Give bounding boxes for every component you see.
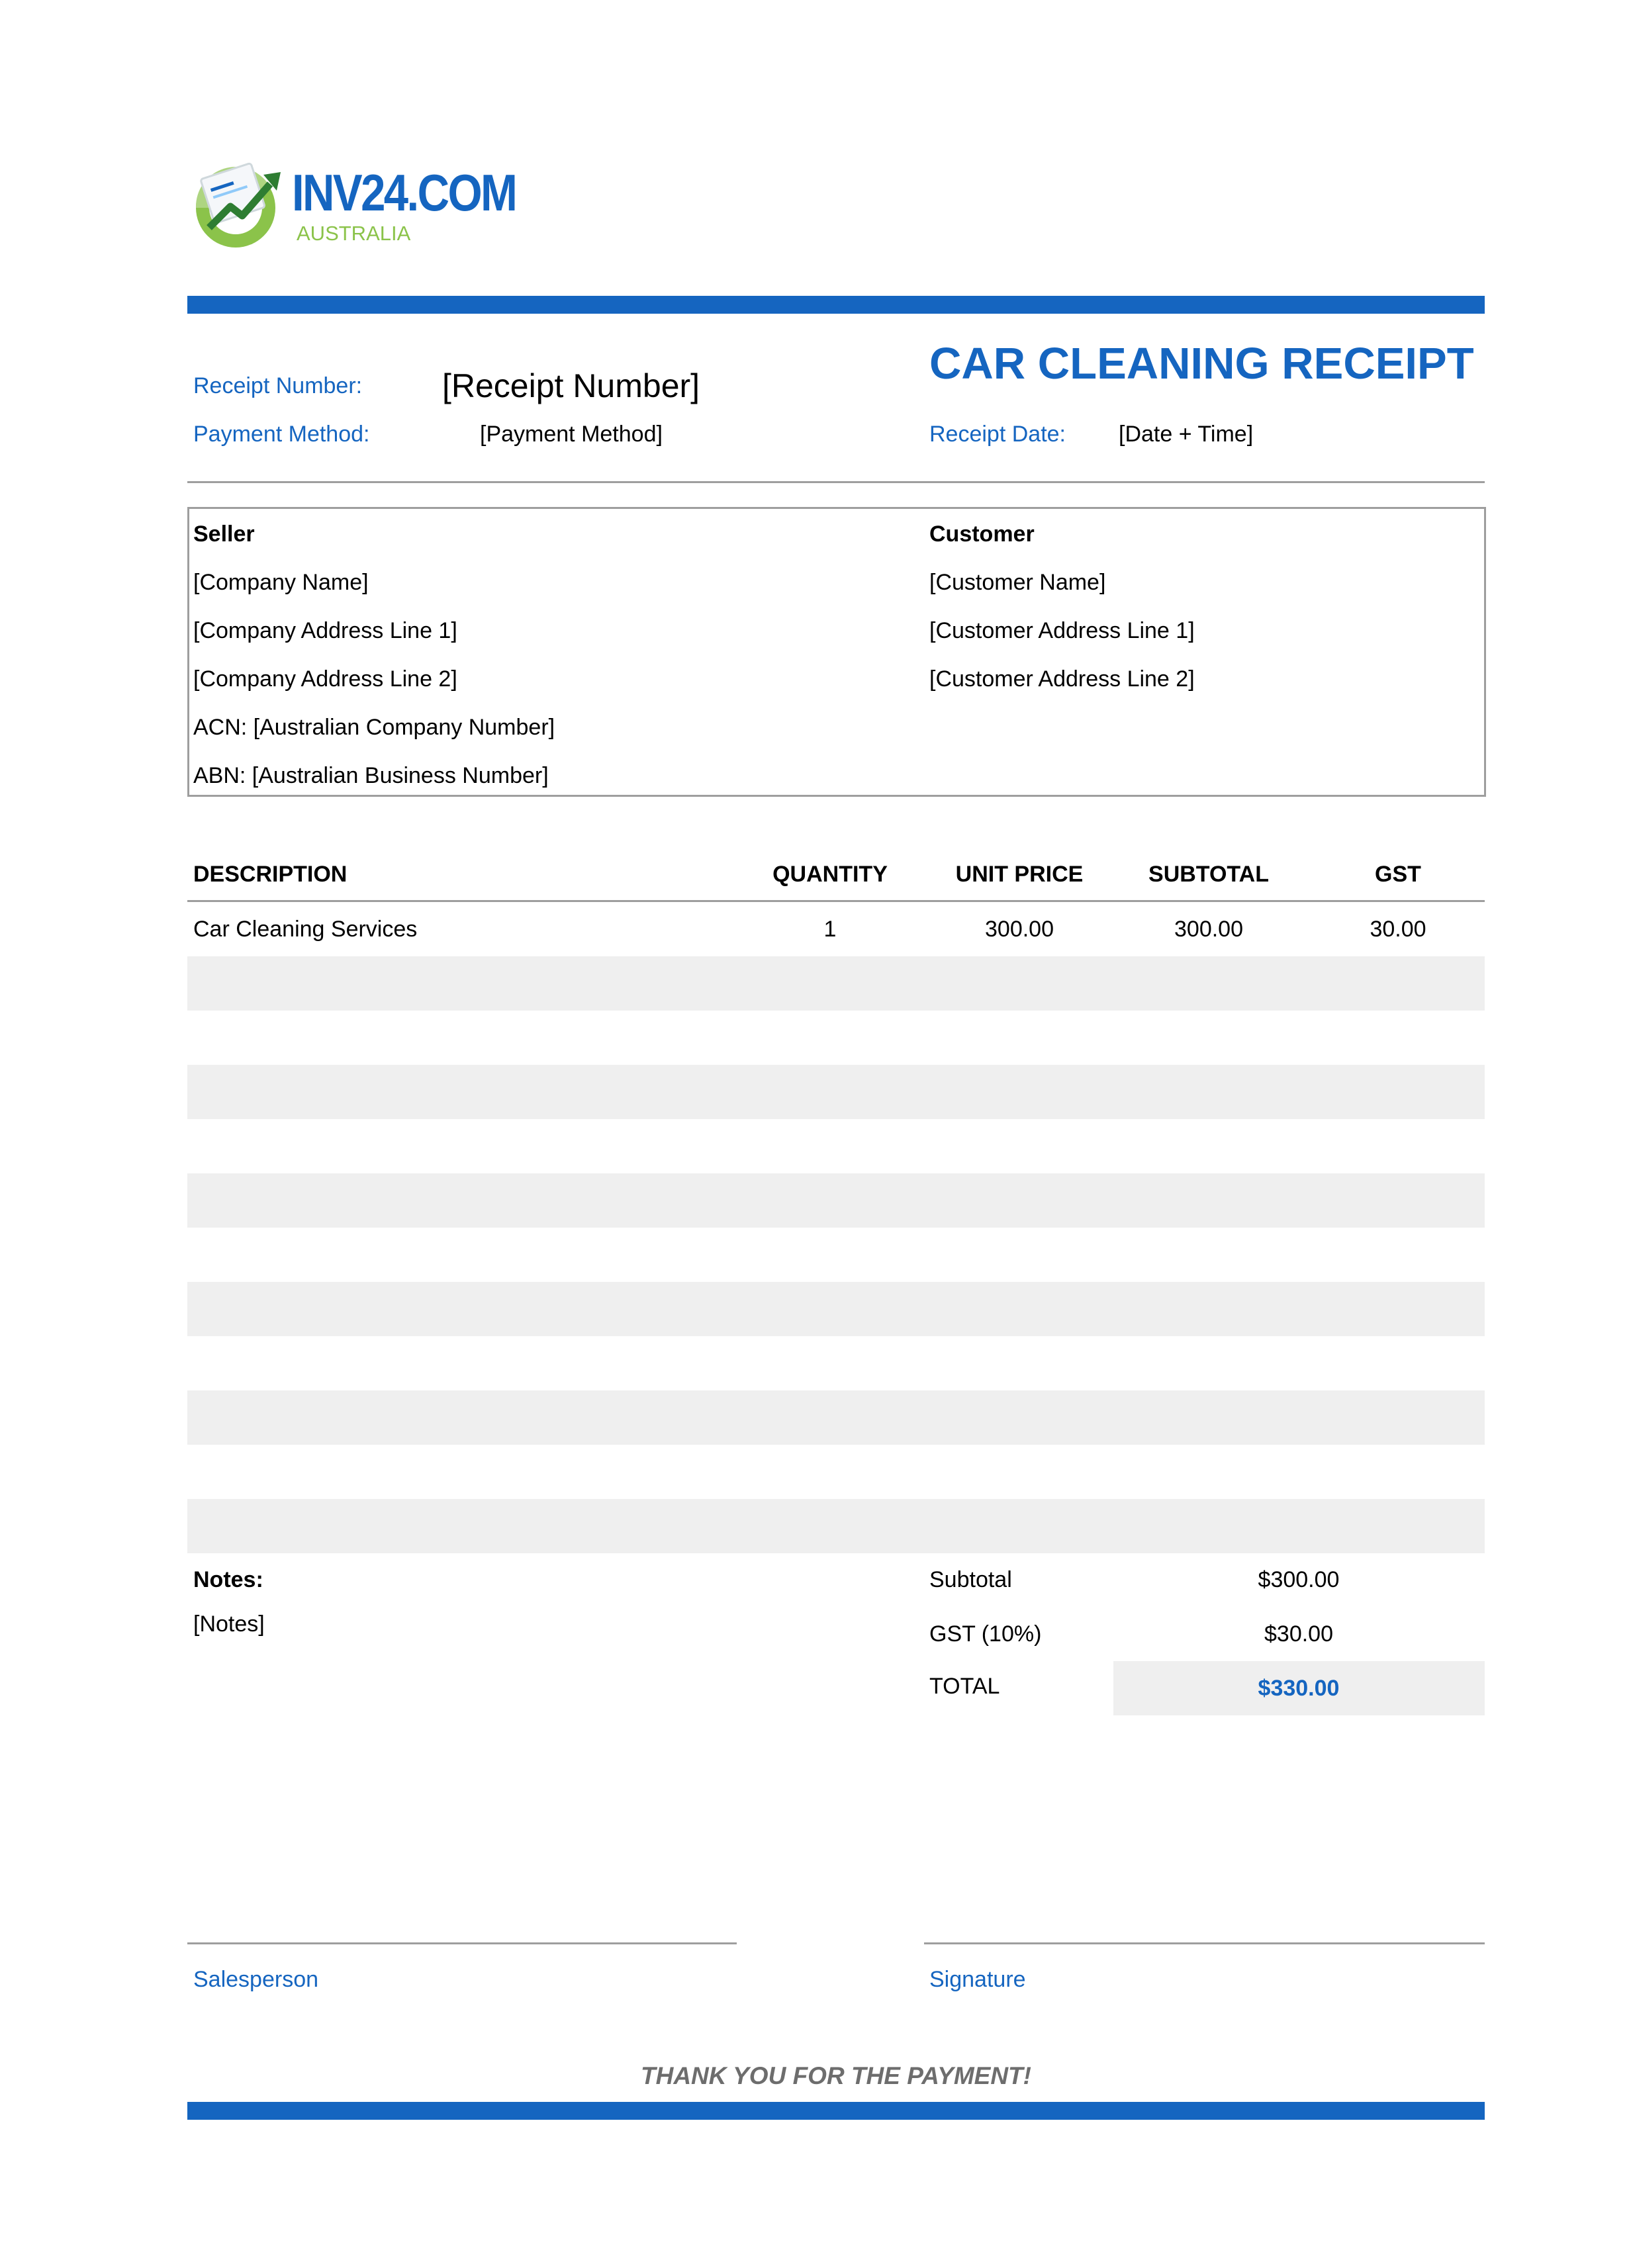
seller-acn: ACN: [Australian Company Number]: [193, 715, 555, 740]
receipt-date-value: [Date + Time]: [1119, 422, 1254, 447]
totals-total-label: TOTAL: [929, 1674, 1000, 1699]
empty-row-shade: [187, 1173, 1485, 1228]
bottom-accent-bar: [187, 2102, 1485, 2120]
seller-company-name: [Company Name]: [193, 570, 369, 595]
receipt-number-label: Receipt Number:: [193, 373, 363, 398]
totals-gst-value: $30.00: [1264, 1621, 1333, 1647]
row-subtotal: 300.00: [1174, 917, 1243, 942]
totals-total-value: $330.00: [1258, 1676, 1340, 1701]
logo-region: AUSTRALIA: [297, 222, 411, 245]
receipt-date-label: Receipt Date:: [929, 422, 1066, 447]
customer-address-line-2: [Customer Address Line 2]: [929, 666, 1195, 692]
row-description: Car Cleaning Services: [193, 917, 418, 942]
col-header-unit-price: UNIT PRICE: [955, 862, 1084, 887]
header-divider: [187, 481, 1485, 483]
customer-heading: Customer: [929, 522, 1035, 547]
empty-row-shade: [187, 1499, 1485, 1553]
empty-row-shade: [187, 1390, 1485, 1445]
salesperson-line: [187, 1942, 737, 1944]
receipt-title: CAR CLEANING RECEIPT: [929, 339, 1474, 388]
notes-value: [Notes]: [193, 1611, 265, 1637]
payment-method-label: Payment Method:: [193, 422, 370, 447]
parties-box: [187, 507, 1486, 797]
table-row: [187, 902, 1485, 956]
empty-row-shade: [187, 1065, 1485, 1119]
seller-heading: Seller: [193, 522, 255, 547]
payment-method-value: [Payment Method]: [480, 422, 663, 447]
logo-brand: INV24.COM: [292, 163, 516, 222]
empty-row-shade: [187, 956, 1485, 1011]
receipt-number-value: [Receipt Number]: [442, 367, 700, 404]
row-gst: 30.00: [1370, 917, 1426, 942]
top-accent-bar: [187, 296, 1485, 314]
col-header-gst: GST: [1375, 862, 1421, 887]
totals-subtotal-value: $300.00: [1258, 1567, 1340, 1592]
totals-subtotal-label: Subtotal: [929, 1567, 1012, 1592]
empty-row-shade: [187, 1282, 1485, 1336]
notes-label: Notes:: [193, 1567, 263, 1592]
invoice-arrow-logo-icon: [189, 155, 289, 248]
thank-you-message: THANK YOU FOR THE PAYMENT!: [641, 2062, 1031, 2089]
salesperson-label: Salesperson: [193, 1967, 319, 1992]
logo: [189, 155, 516, 248]
totals-gst-label: GST (10%): [929, 1621, 1042, 1647]
row-quantity: 1: [823, 917, 837, 942]
col-header-description: DESCRIPTION: [193, 862, 348, 887]
customer-name: [Customer Name]: [929, 570, 1106, 595]
customer-address-line-1: [Customer Address Line 1]: [929, 618, 1195, 643]
signature-line: [924, 1942, 1485, 1944]
seller-address-line-2: [Company Address Line 2]: [193, 666, 457, 692]
col-header-quantity: QUANTITY: [772, 862, 888, 887]
seller-address-line-1: [Company Address Line 1]: [193, 618, 457, 643]
row-unit-price: 300.00: [985, 917, 1054, 942]
signature-label: Signature: [929, 1967, 1026, 1992]
col-header-subtotal: SUBTOTAL: [1148, 862, 1269, 887]
seller-abn: ABN: [Australian Business Number]: [193, 763, 549, 788]
